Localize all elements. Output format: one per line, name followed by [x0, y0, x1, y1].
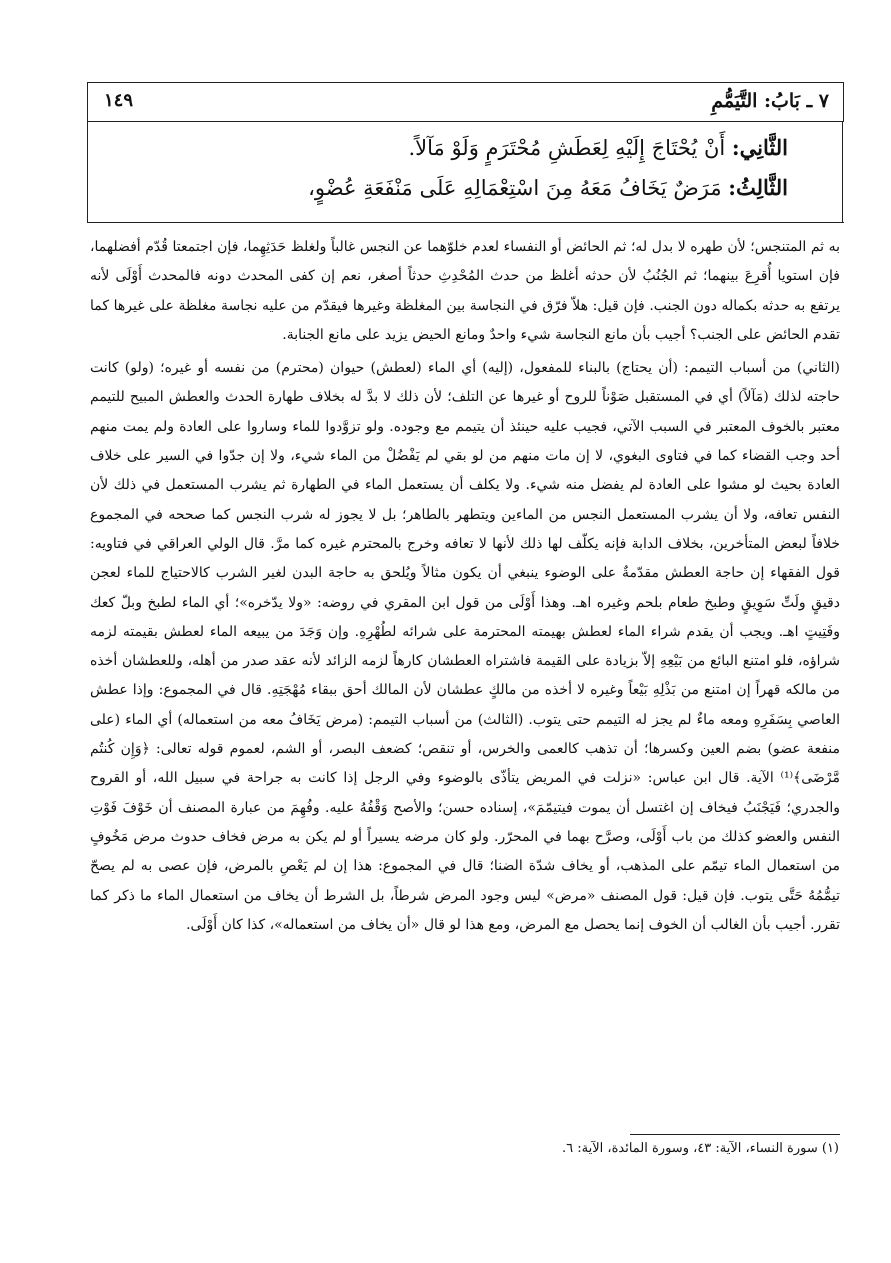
margin-rule-left	[87, 122, 88, 222]
commentary-paragraph: به ثم المتنجس؛ لأن طهره لا بدل له؛ ثم الحائض أو النفساء لعدم خلوّهما عن النجس غالباً ولغلظ حَدَثِهِما، فإن اجتمعتا قُدّم أفضلهما، فإن استويا أُقرِعَ بينهما؛ ثم الجُنُبُ لأن حدثه أغلظ من حدث المُحْدِثِ حدثاً أصغر، نعم إن كفى المحدث دونه فالمحدث أَوْلَى لأنه يرتفع به حدثه بكماله دون الجنب. فإن قيل: هلاّ فرّق في النجاسة بين المغلظة وغيرها فيقدّم من عليه نجاسة مغلظة على غيرها كما تقدم الحائض على الجنب؟ أجيب بأن مانع النجاسة شيء واحدٌ ومانع الحيض يزيد على مانع الجنابة.	[90, 239, 840, 343]
matn-block	[100, 128, 788, 208]
footnote-divider	[630, 1134, 840, 1135]
commentary-paragraph: (الثاني) من أسباب التيمم: (أن يحتاج) بالبناء للمفعول، (إليه) أي الماء (لعطش) حيوان (محترم) من نفسه أو غيره؛ (ولو) كانت حاجته لذلك (مَآلاً) أي في المستقبل صَوْناً للروح أو غيرها عن التلف؛ لأن ذلك لا بدَّ له بخلاف طهارة الحدث والعطش المبيح للتيمم معتبر بالخوف المعتبر في السبب الآتي، فجيب عليه حينئذ أن يتيمم مع وجوده. ولو تزوَّدوا للماء وساروا على العادة ولم يمت منهم أحد وجب القضاء كما في فتاوى البغوي، لا إن مات منهم من لو بقي لم يَفْضُلْ من الماء شيء، ولا إن جدّوا في السير على خلاف العادة بحيث لو مشوا على العادة لم يفضل منه شيء. ولا يكلف أن يستعمل الماء في الطهارة ثم يشرب المستعمل في ذلك لأن النفس تعافه، ولا أن يشرب المستعمل النجس من الماءين ويتطهر بالطاهر؛ بل لا يجوز له شرب النجس كما صححه في المجموع خلافاً لبعض المتأخرين، بخلاف الدابة فإنه يكلّف لها ذلك لأنها لا تعافه وخرج بالمحترم غيره كما مرَّ. قال الولي العراقي في فتاويه: قول الفقهاء إن حاجة العطش مقدّمةٌ على الوضوء ينبغي أن يكون مثالاً ويُلحق به حاجة البدن لغير الشرب كالاحتياج للماء لعجن دقيقٍ ولَتِّ سَوِيقٍ وطبخ طعام بلحم وغيره اهـ. وهذا أَوْلَى من قول ابن المقري في روضه: «ولا يدّخره»؛ أي الماء لطبخ وبلّ كعك وفَتِيتٍ اهـ. ويجب أن يقدم شراء الماء لعطش بهيمته المحترمة على شرائه لطُهْرِهِ. وإن وَجَدَ من يبيعه الماء لعطش بقيمته لزمه شراؤه، فلو امتنع البائع من بَيْعِهِ إلاّ بزيادة على القيمة فاشتراه العطشان كارهاً لزمه الزائد لأنه عقد صدر من أهله، وللعطشان أخذه من مالكه قهراً إن امتنع من بَذْلِهِ بَيْعاً وغيره لا أخذه من مالكٍ عطشان لأن المالك أحق ببقاء مُهْجَتِهِ. قال في المجموع: وإذا عطش العاصي بِسَفَرِهِ ومعه ماءٌ لم يجز له التيمم حتى يتوب. (الثالث) من أسباب التيمم: (مرض يَخَافُ معه من استعماله) أي الماء (على منفعة عضو) بضم العين وكسرها؛ أن تذهب كالعمى والخرس، أو تنقص؛ كضعف البصر، أو الشم، لعموم قوله تعالى: ﴿وَإِن كُنتُم مَّرْضَى﴾⁽¹⁾ الآية. قال ابن عباس: «نزلت في المريض يتأذّى بالوضوء وفي الرجل إذا كانت به جراحة في سبيل الله، أو القروح والجدري؛ فَيَجْنَبُ فيخاف إن اغتسل أن يموت فيتيمّمَ»، إسناده حسن؛ والأصح وَقْفُهُ عليه. وفُهِمَ من عبارة المصنف أن خَوْفَ فَوْتِ النفس والعضو كذلك من باب أَوْلَى، وصرَّح بهما في المحرّر. ولو كان مرضه يسيراً أو لم يكن به مرض فخاف حدوث مرض مَخُوفٍ من استعمال الماء تيمّم على المذهب، أو يخاف شدّة الضنا؛ قال في المجموع: هذا إن لم يَعْصِ بالمرض، فإن عصى به لم يصحّ تيمُّمُهُ حَتَّى يتوب. فإن قيل: قول المصنف «مرض» ليس وجود المرض شرطاً، بل الشرط أن يخاف من استعمال الماء ما ذكر كما تقرر. أجيب بأن الغالب أن الخوف إنما يحصل مع المرض، ومع هذا لو قال «أن يخاف من استعماله»، كذا كان أَوْلَى.	[90, 360, 840, 933]
running-header	[87, 82, 844, 122]
margin-rule-right	[842, 122, 843, 222]
matn-label: الثَّانِي:	[731, 135, 788, 160]
matn-line	[100, 128, 788, 168]
chapter-title: ٧ ـ بَابُ: التَّيَمُّمِ	[711, 90, 829, 112]
matn-text: أَنْ يُحْتَاجَ إِلَيْهِ لِعَطَشِ مُحْتَرَمٍ وَلَوْ مَآلاً.	[408, 136, 732, 160]
matn-line	[100, 168, 788, 208]
footnote: (١) سورة النساء، الآية: ٤٣، وسورة المائدة، الآية: ٦.	[561, 1141, 839, 1156]
commentary-block	[90, 233, 840, 940]
matn-text: مَرَضٌ يَخَافُ مَعَهُ مِنَ اسْتِعْمَالِهِ عَلَى مَنْفَعَةِ عُضْوٍ،	[308, 176, 729, 200]
matn-divider	[87, 222, 844, 223]
matn-label: الثَّالِثُ:	[728, 175, 788, 200]
page-number: ١٤٩	[104, 90, 134, 111]
